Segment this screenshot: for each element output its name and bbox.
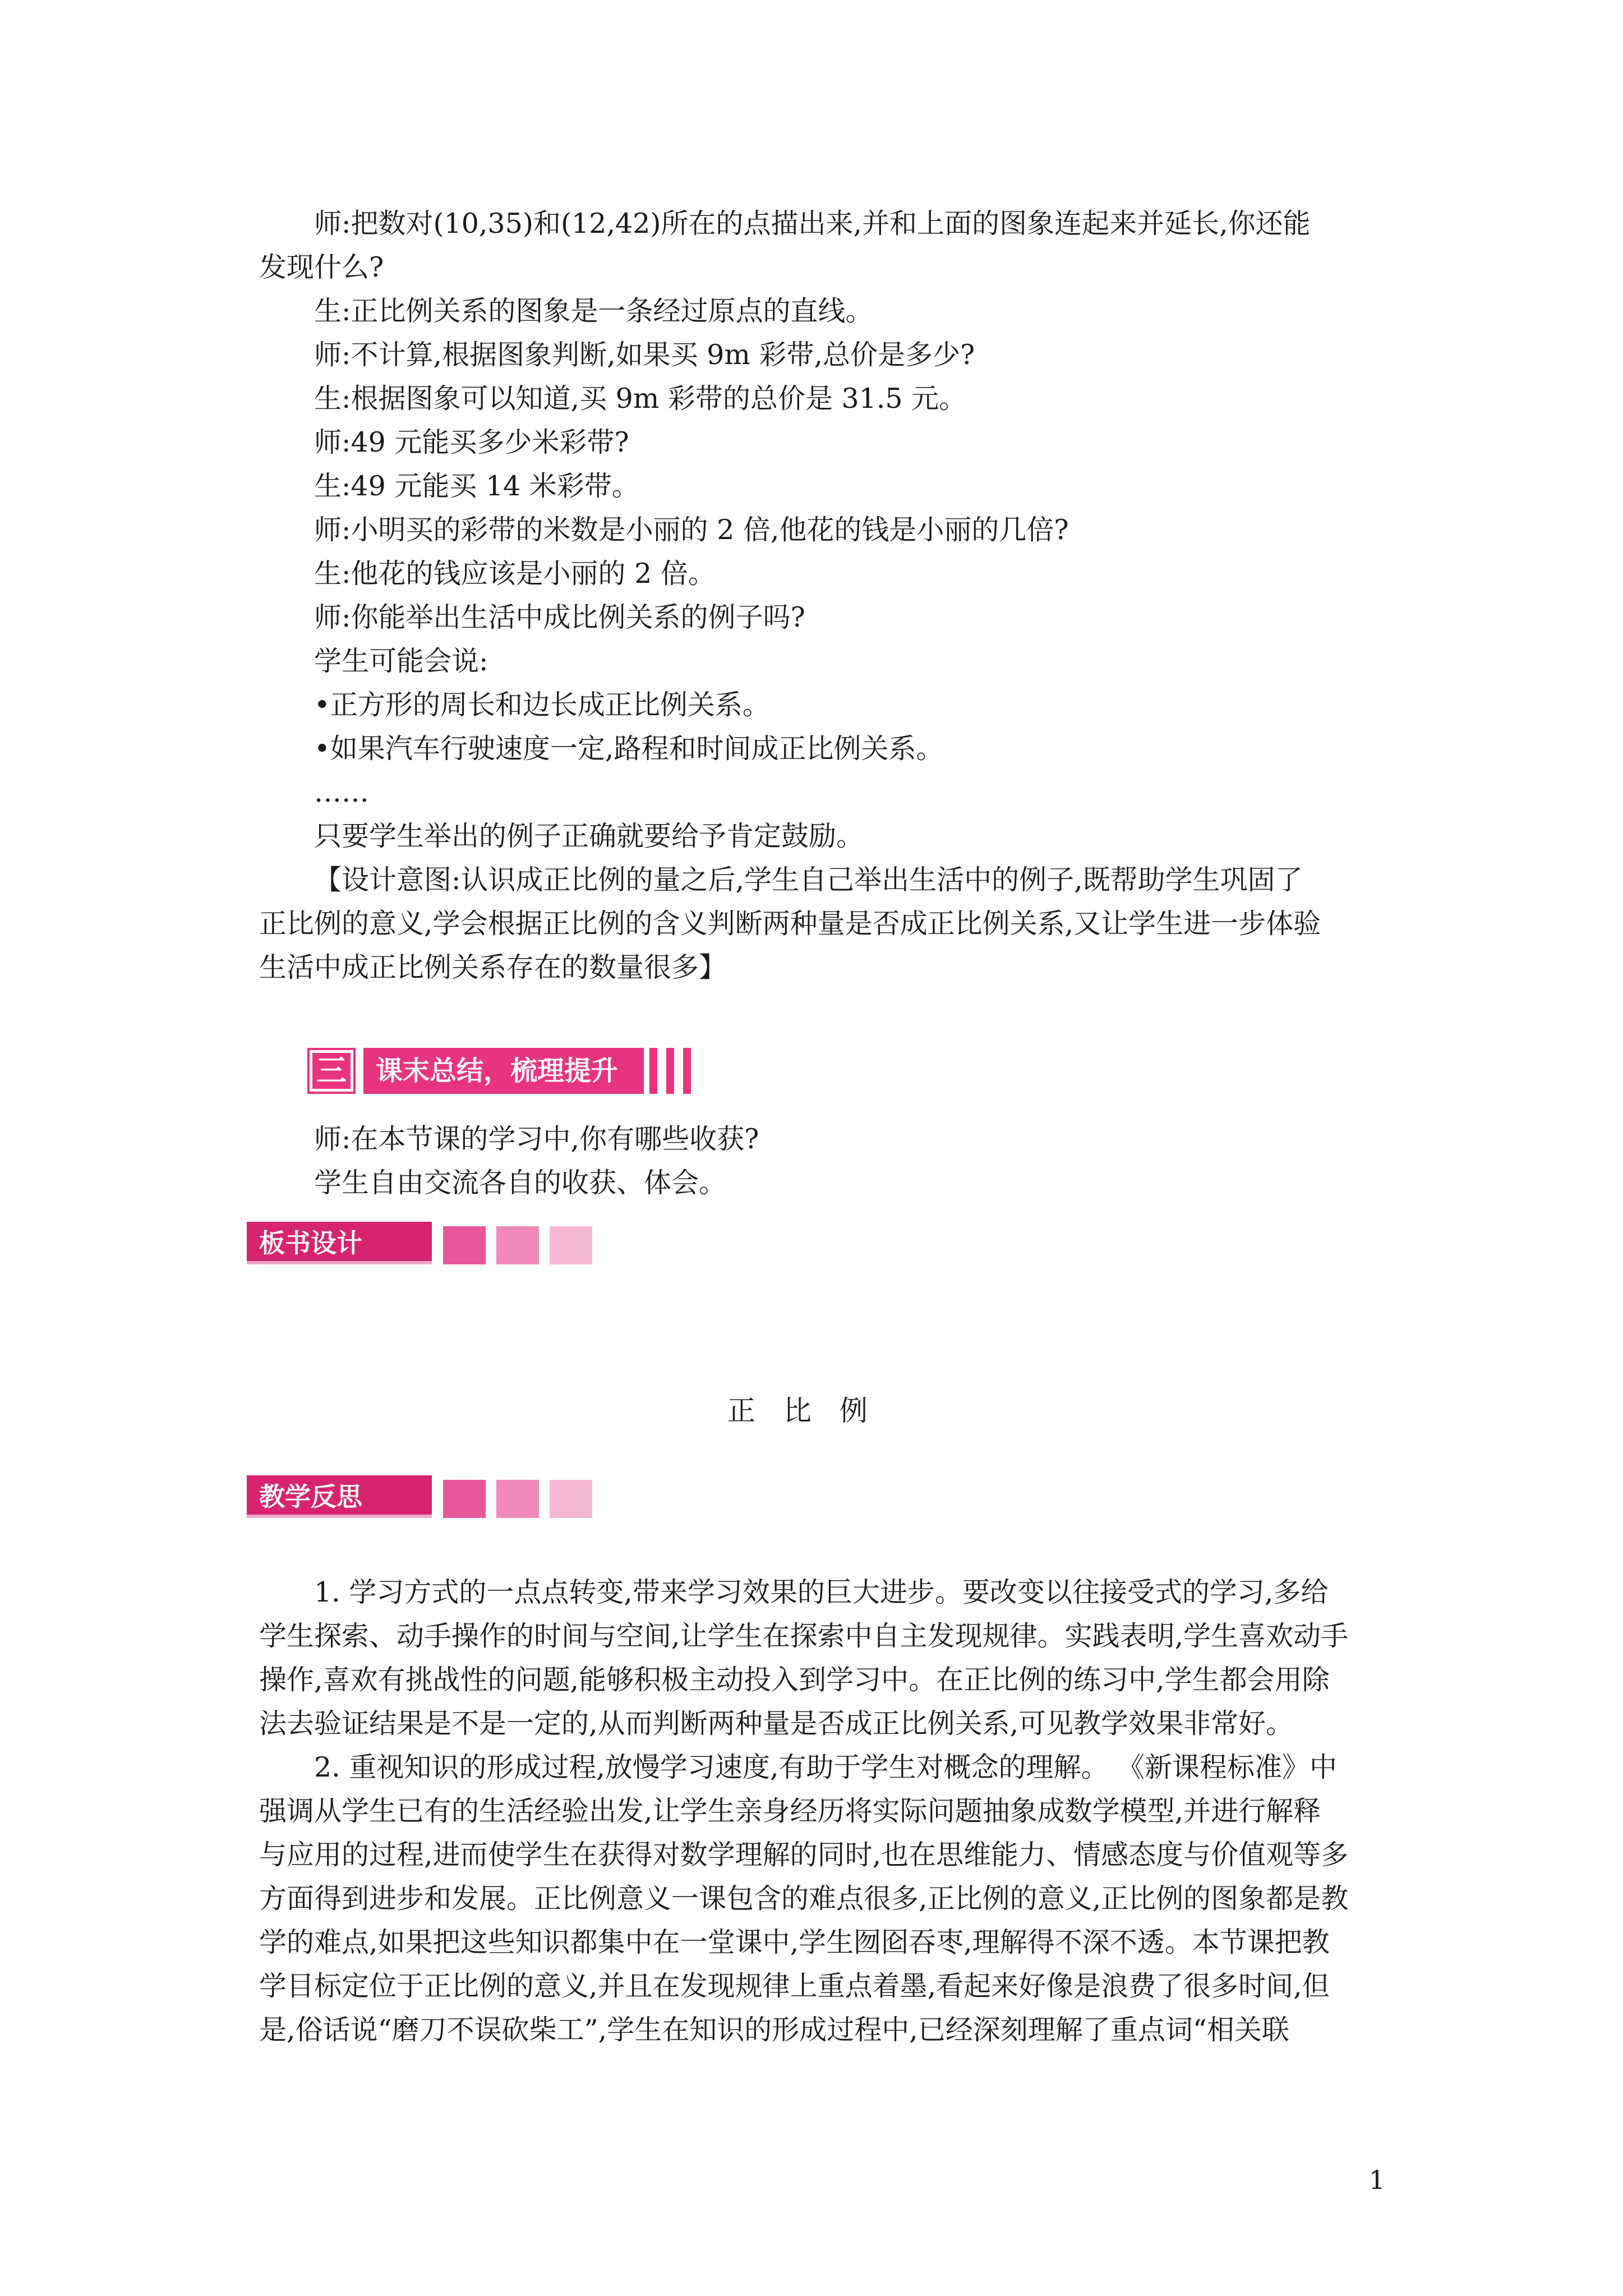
reflection-line: 法去验证结果是不是一定的,从而判断两种量是否成正比例关系,可见教学效果非常好。	[259, 1708, 1294, 1740]
reflection-line: 学生探索、动手操作的时间与空间,让学生在探索中自主发现规律。实践表明,学生喜欢动手	[259, 1620, 1349, 1652]
reflection-line: 强调从学生已有的生活经验出发,让学生亲身经历将实际问题抽象成数学模型,并进行解释	[259, 1795, 1321, 1827]
teaching-reflection-tab: 教学反思	[247, 1475, 432, 1518]
section-number-badge: 三	[307, 1048, 356, 1094]
label-square-decoration	[496, 1226, 539, 1264]
label-square-decoration	[550, 1226, 592, 1264]
section-header-3	[307, 1048, 734, 1094]
example-item: •正方形的周长和边长成正比例关系。	[314, 689, 770, 721]
ellipsis: ……	[314, 776, 369, 808]
dialogue-line: 只要学生举出的例子正确就要给予肯定鼓励。	[314, 820, 864, 852]
board-design-tab: 板书设计	[247, 1222, 432, 1264]
dialogue-line: 发现什么?	[259, 251, 384, 283]
page-number: 1	[1368, 2165, 1385, 2195]
dialogue-line: 生:正比例关系的图象是一条经过原点的直线。	[314, 295, 873, 327]
dialogue-line: 师:把数对(10,35)和(12,42)所在的点描出来,并和上面的图象连起来并延长,你还能	[314, 208, 1311, 240]
dialogue-line: 生:他花的钱应该是小丽的 2 倍。	[314, 558, 716, 590]
label-square-decoration	[496, 1480, 539, 1518]
reflection-line: 学目标定位于正比例的意义,并且在发现规律上重点着墨,看起来好像是浪费了很多时间,但	[259, 1970, 1330, 2002]
dialogue-line: 师:49 元能买多少米彩带?	[314, 426, 629, 458]
reflection-line: 学的难点,如果把这些知识都集中在一堂课中,学生囫囵吞枣,理解得不深不透。本节课把教	[259, 1926, 1330, 1958]
label-square-decoration	[443, 1480, 486, 1518]
dialogue-line: 师:你能举出生活中成比例关系的例子吗?	[314, 601, 805, 633]
section-title: 课末总结，梳理提升	[363, 1048, 644, 1094]
reflection-line: 1. 学习方式的一点点转变,带来学习效果的巨大进步。要改变以往接受式的学习,多给	[314, 1576, 1329, 1608]
reflection-line: 方面得到进步和发展。正比例意义一课包含的难点很多,正比例的意义,正比例的图象都是教	[259, 1883, 1349, 1915]
board-title: 正比例	[727, 1395, 896, 1427]
dialogue-line: 学生可能会说:	[314, 645, 488, 677]
design-intent-line: 【设计意图:认识成正比例的量之后,学生自己举出生活中的例子,既帮助学生巩固了	[314, 864, 1303, 896]
label-square-decoration	[443, 1226, 486, 1264]
dialogue-line: 师:小明买的彩带的米数是小丽的 2 倍,他花的钱是小丽的几倍?	[314, 514, 1069, 546]
label-square-decoration	[550, 1480, 592, 1518]
design-intent-line: 正比例的意义,学会根据正比例的含义判断两种量是否成正比例关系,又让学生进一步体验	[259, 908, 1321, 940]
reflection-line: 是,俗话说“磨刀不误砍柴工”,学生在知识的形成过程中,已经深刻理解了重点词“相关联	[259, 2014, 1289, 2046]
dialogue-line: 师:不计算,根据图象判断,如果买 9m 彩带,总价是多少?	[314, 339, 975, 371]
dialogue-line: 生:49 元能买 14 米彩带。	[314, 470, 639, 502]
section3-line: 师:在本节课的学习中,你有哪些收获?	[314, 1123, 759, 1155]
reflection-line: 2. 重视知识的形成过程,放慢学习速度,有助于学生对概念的理解。 《新课程标准》中	[314, 1751, 1338, 1783]
design-intent-line: 生活中成正比例关系存在的数量很多】	[259, 951, 727, 983]
section3-line: 学生自由交流各自的收获、体会。	[314, 1167, 727, 1199]
reflection-line: 操作,喜欢有挑战性的问题,能够积极主动投入到学习中。在正比例的练习中,学生都会用除	[259, 1664, 1330, 1696]
example-item: •如果汽车行驶速度一定,路程和时间成正比例关系。	[314, 733, 944, 765]
dialogue-line: 生:根据图象可以知道,买 9m 彩带的总价是 31.5 元。	[314, 383, 967, 415]
reflection-line: 与应用的过程,进而使学生在获得对数学理解的同时,也在思维能力、情感态度与价值观等多	[259, 1839, 1349, 1871]
